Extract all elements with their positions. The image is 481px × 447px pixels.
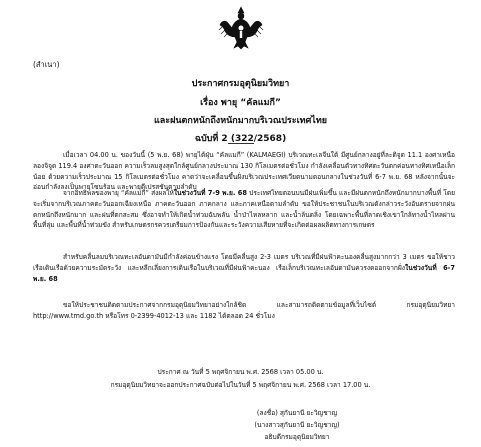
paragraph-contact bbox=[33, 300, 455, 322]
title-divider bbox=[228, 143, 254, 144]
subject-line: เรื่อง พายุ “คัลแมกี” bbox=[200, 98, 281, 108]
signer-title: อธิบดีกรมอุตุนิยมวิทยา bbox=[264, 433, 330, 441]
signature-line: (ลงชื่อ) สุกันยานี ยะวิญชาญ bbox=[256, 409, 338, 417]
next-issue-note: กรมอุตุนิยมวิทยาจะออกประกาศฉบับต่อไปในวันที่ 5 พฤศจิกายน พ.ศ. 2568 เวลา 17.00 น. bbox=[110, 381, 371, 389]
paragraph-storm-status bbox=[33, 150, 455, 193]
garuda-emblem-icon bbox=[217, 4, 265, 52]
paragraph-marine bbox=[33, 252, 455, 284]
paragraph-marine-dates: ในช่วงวันที่ 6-7 พ.ย. 68 bbox=[33, 263, 455, 283]
signer-name: (นางสาวสุกันยานี ยะวิญชาญ) bbox=[254, 421, 340, 429]
page-title: ประกาศกรมอุตุนิยมวิทยา bbox=[191, 79, 290, 89]
announced-date: ประกาศ ณ วันที่ 5 พฤศจิกายน พ.ศ. 2568 เวลา 05.00 น. bbox=[157, 368, 324, 376]
paragraph-contact-text: ขอให้ประชาชนติดตามประกาศจากกรมอุตุนิยมวิทยาอย่างใกล้ชิด และสามารถติดตามข้อมูลที่เว็บไซต์ กรมอุตุนิยมวิทยา http://www.tmd.go.th หรือโทร 0-2399-4012-13 และ 1182 ได้ตลอด 24 ชั่วโมง bbox=[33, 301, 455, 320]
paragraph-impact-dates: ในช่วงวันที่ 7-9 พ.ย. 68 bbox=[173, 189, 247, 197]
paragraph-impact-post: ประเทศไทยตอนบนมีฝนเพิ่มขึ้น และมีฝนตกหนักถึงหนักมากบางพื้นที่ โดยจะเริ่มจากบริเวณภาคตะวันออกเฉียงเหนือ ภาคตะวันออก ภาคกลาง และภาคเหนือตามลำดับ ขอให้ประชาชนในบริเวณดังกล่าวระวังอันตรายจากฝนตกหนักถึงหนักมาก และฝนที่ตกสะสม ซึ่งอาจทำให้เกิดน้ำท่วมฉับพลัน น้ำป่าไหลหลาก และน้ำล้นตลิ่ง โดยเฉพาะพื้นที่ลาดเชิงเขาใกล้ทางน้ำไหลผ่าน พื้นที่ลุ่ม และพื้นที่น้ำท่วมขัง สำหรับเกษตรกรควรเตรียมการป้องกันและระวังความเสียหายที่จะเกิดต่อผลผลิตทางการเกษตร bbox=[33, 189, 455, 230]
copy-label: (สำเนา) bbox=[33, 60, 60, 69]
paragraph-marine-pre: สำหรับคลื่นลมบริเวณทะเลอันดามันมีกำลังค่อนข้างแรง โดยมีคลื่นสูง 2-3 เมตร บริเวณที่มีฝนฟ้าคะนองคลื่นสูงมากกว่า 3 เมตร ขอให้ชาวเรือเดินเรือด้วยความระมัดระวัง และหลีกเลี่ยงการเดินเรือในบริเวณที่มีฝนฟ้าคะนอง เรือเล็กบริเวณทะเลอันดามันควรงดออกจากฝั่ง bbox=[33, 253, 455, 272]
issue-number: ฉบับที่ 2 (322/2568) bbox=[194, 134, 287, 144]
subtitle-line: และฝนตกหนักถึงหนักมากบริเวณประเทศไทย bbox=[153, 116, 328, 126]
paragraph-impact-pre: จากอิทธิพลของพายุ “คัลแมกี” ส่งผลให้ bbox=[63, 189, 174, 197]
paragraph-impact bbox=[33, 188, 455, 231]
paragraph-storm-status-text: เมื่อเวลา 04.00 น. ของวันนี้ (5 พ.ย. 68) พายุไต้ฝุ่น “คัลแมกี” (KALMAEGI) บริเวณทะเลจีนใต้ มีศูนย์กลางอยู่ที่ละติจูด 11.1 องศาเหนือ ลองจิจูด 119.4 องศาตะวันออก ความเร็วลมสูงสุดใกล้ศูนย์กลางประมาณ 130 กิโลเมตรต่อชั่วโมง กำลังเคลื่อนตัวทางทิศตะวันตกค่อนทางทิศเหนือเล็กน้อย ด้วยความเร็วประมาณ 15 กิโลเมตรต่อชั่วโมง คาดว่าจะเคลื่อนขึ้นฝั่งบริเวณประเทศเวียดนามตอนกลางในช่วงวันที่ 6-7 พ.ย. 68 หลังจากนั้นจะอ่อนกำลังลงเป็นพายุโซนร้อน และพายุดีเปรสชันตามลำดับ bbox=[33, 151, 455, 192]
